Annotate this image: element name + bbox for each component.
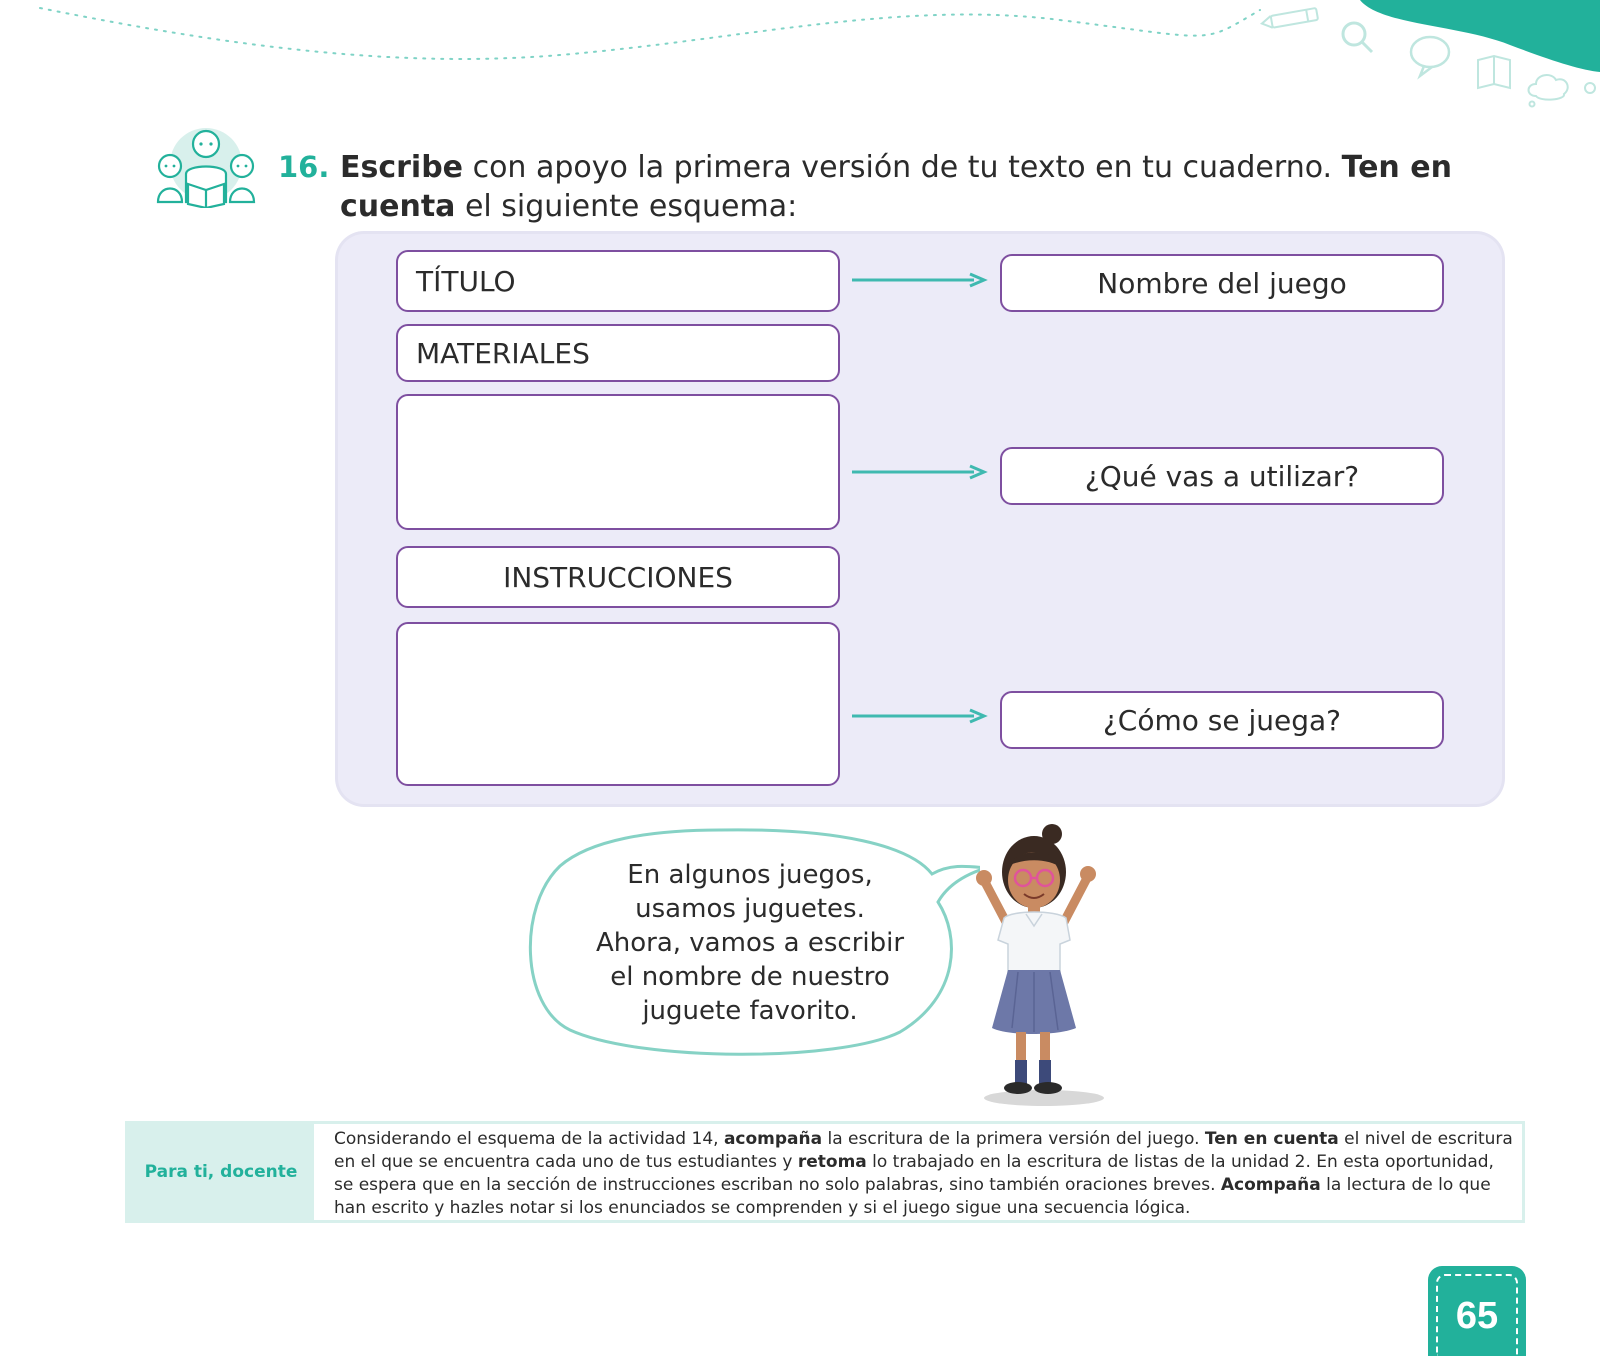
girl-illustration	[968, 822, 1118, 1112]
note-bold-3: retoma	[797, 1152, 867, 1172]
note-text-2: la escritura de la primera versión del juego.	[822, 1129, 1205, 1149]
note-text-1: Considerando el esquema de la actividad 14,	[334, 1129, 724, 1149]
note-text-4: lo trabajado en la escritura de listas de la unidad 2. En esta oportunidad, se espera que en la sección de instrucciones escriban no solo palabras, sino también oraciones breves.	[334, 1152, 1494, 1195]
instruction-text-end: el siguiente esquema:	[455, 189, 798, 224]
corner-wave	[1360, 0, 1600, 72]
activity-instruction	[340, 148, 1470, 226]
bubble-line-1: En algunos juegos,	[627, 860, 873, 890]
instrucciones-writing-space	[396, 622, 840, 786]
speech-icon	[1411, 37, 1449, 76]
page-number-frame	[1436, 1274, 1518, 1356]
bubble-line-4: el nombre de nuestro	[610, 962, 890, 992]
note-bold-2: Ten en cuenta	[1204, 1129, 1339, 1149]
page-number: 65	[1455, 1294, 1499, 1337]
arrow-to-nombre	[850, 270, 990, 290]
como-se-juega-box: ¿Cómo se juega?	[1000, 691, 1444, 749]
instrucciones-box: INSTRUCCIONES	[396, 546, 840, 608]
teacher-note-label: Para ti, docente	[144, 1162, 298, 1182]
pencil-icon	[1261, 8, 1318, 30]
dotted-wave-line	[40, 8, 1260, 59]
bubble-line-3: Ahora, vamos a escribir	[595, 928, 905, 958]
arrow-to-utilizar	[850, 462, 990, 482]
instruction-bold-escribe: Escribe	[340, 150, 464, 185]
thought-cloud-icon	[1529, 75, 1596, 106]
arrow-to-juega	[850, 706, 990, 726]
note-bold-1: acompaña	[723, 1129, 823, 1149]
activity-number: 16.	[278, 150, 330, 184]
top-decoration	[0, 0, 1600, 110]
page-number-tab	[1428, 1266, 1526, 1356]
teacher-note-text	[334, 1128, 1514, 1220]
teacher-students-icon	[150, 124, 260, 208]
teacher-note-label-cell	[128, 1124, 314, 1220]
titulo-box: TÍTULO	[396, 250, 840, 312]
note-text-5: la lectura de lo que han escrito y hazles notar si los enunciados se comprenden y si el juego sigue una secuencia lógica.	[334, 1175, 1491, 1218]
teacher-note	[125, 1121, 1525, 1223]
nombre-del-juego-box: Nombre del juego	[1000, 254, 1444, 312]
bubble-line-2: usamos juguetes.	[635, 894, 865, 924]
speech-bubble-text	[570, 858, 930, 1028]
scheme-panel	[338, 234, 1502, 804]
note-bold-4: Acompaña	[1220, 1175, 1321, 1195]
materiales-writing-space	[396, 394, 840, 530]
note-text-3: el nivel de escritura en el que se encuentra cada uno de tus estudiantes y	[334, 1129, 1513, 1172]
que-vas-a-utilizar-box: ¿Qué vas a utilizar?	[1000, 447, 1444, 505]
magnifier-icon	[1343, 23, 1372, 52]
instruction-bold-ten-en-cuenta: Ten en cuenta	[340, 150, 1452, 224]
bubble-line-5: juguete favorito.	[642, 996, 858, 1026]
materiales-box: MATERIALES	[396, 324, 840, 382]
instruction-text: con apoyo la primera versión de tu texto en tu cuaderno.	[463, 150, 1342, 185]
book-icon	[1478, 56, 1510, 88]
